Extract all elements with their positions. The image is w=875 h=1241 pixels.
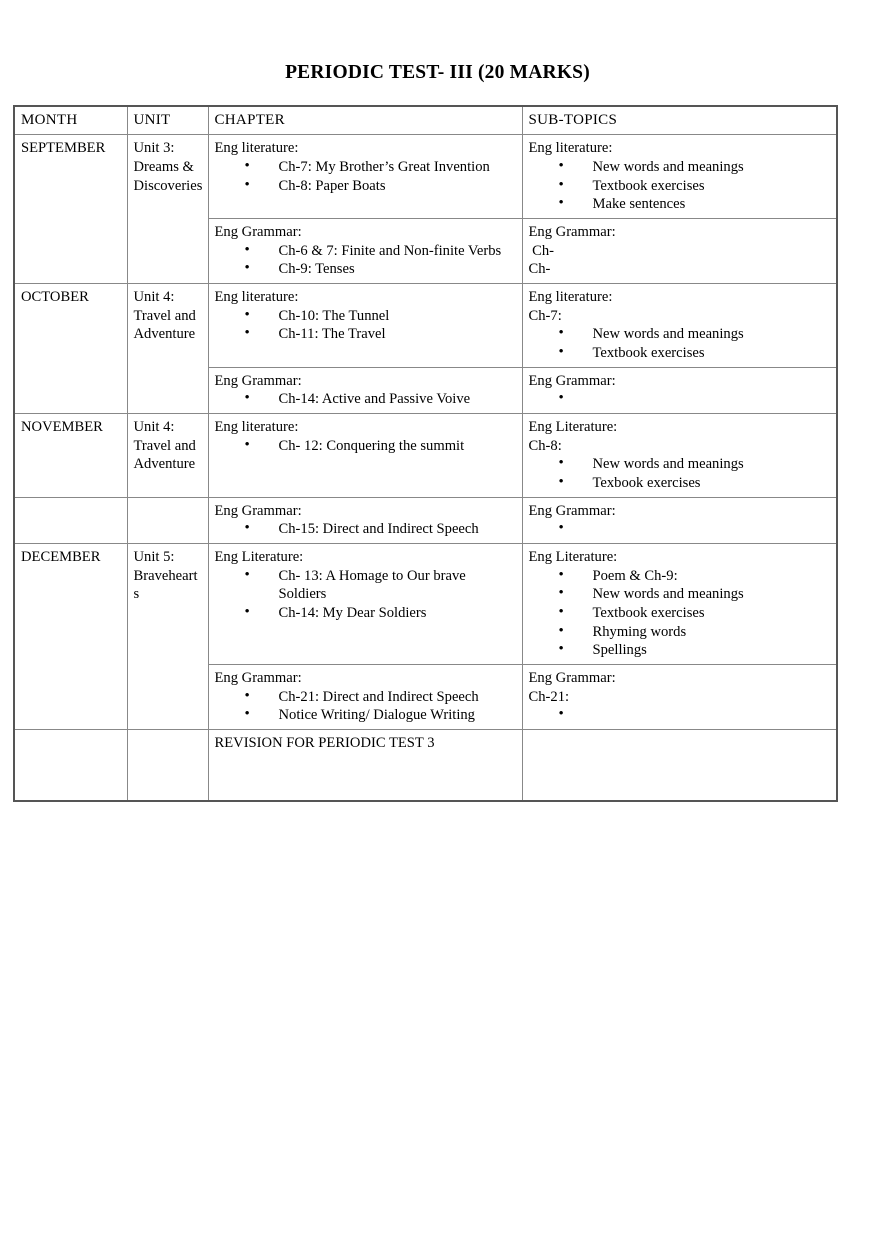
chapter-cell-november-grammar <box>208 497 522 543</box>
cell-heading: Eng Literature: <box>214 548 304 565</box>
chapter-cell-november-literature <box>208 413 522 497</box>
bullet-list <box>529 455 832 492</box>
chapter-cell-december-grammar <box>208 664 522 729</box>
list-item: • Ch-7: My Brother’s Great Invention <box>215 158 517 177</box>
plain-text-line: Ch-8: <box>528 437 562 454</box>
subtopics-cell-december-literature <box>522 543 837 664</box>
bullet-list <box>215 158 517 195</box>
cell-heading: Eng Grammar: <box>214 502 302 519</box>
list-item: • Textbook exercises <box>529 344 832 363</box>
bullet-list <box>215 307 517 344</box>
bullet-list <box>215 390 517 409</box>
plain-text-line: Ch-21: <box>528 688 570 705</box>
cell-heading: Eng Grammar: <box>214 372 302 389</box>
plain-text-line: Ch-7: <box>528 307 562 324</box>
plain-text-line: Ch- <box>528 242 555 259</box>
cell-heading: Eng Grammar: <box>214 223 302 240</box>
month-cell-november: NOVEMBER <box>14 413 127 497</box>
subtopics-cell-september-grammar <box>522 218 837 283</box>
chapter-cell-october-literature <box>208 283 522 367</box>
cell-heading: Eng Grammar: <box>528 372 616 389</box>
list-item <box>529 390 832 409</box>
bullet-list <box>215 520 517 539</box>
list-item: • Texbook exercises <box>529 474 832 493</box>
list-item: • Notice Writing/ Dialogue Writing <box>215 706 517 725</box>
list-item: • Textbook exercises <box>529 604 832 623</box>
chapter-cell-september-literature <box>208 135 522 219</box>
bullet-list <box>529 567 832 660</box>
subtopics-cell-december-grammar <box>522 664 837 729</box>
cell-heading: Eng Grammar: <box>528 669 616 686</box>
bullet-list <box>529 706 832 725</box>
chapter-cell-september-grammar <box>208 218 522 283</box>
cell-heading: Eng literature: <box>214 288 299 305</box>
unit-cell-december: Unit 5: Bravehearts <box>127 543 208 729</box>
list-item: • New words and meanings <box>529 585 832 604</box>
table-row <box>14 135 837 219</box>
column-header-unit: UNIT <box>127 106 208 135</box>
list-item: • Ch-14: Active and Passive Voive <box>215 390 517 409</box>
cell-heading: Eng Literature: <box>528 548 618 565</box>
bullet-list <box>215 688 517 725</box>
bullet-list <box>529 325 832 362</box>
unit-cell-november-grammar <box>127 497 208 543</box>
subtopics-cell-november-literature <box>522 413 837 497</box>
column-header-month: MONTH <box>14 106 127 135</box>
month-cell-september: SEPTEMBER <box>14 135 127 284</box>
list-item: • Spellings <box>529 641 832 660</box>
list-item <box>529 520 832 539</box>
list-item: • New words and meanings <box>529 158 832 177</box>
list-item: • Textbook exercises <box>529 177 832 196</box>
table-row <box>14 730 837 802</box>
bullet-list <box>529 390 832 409</box>
bullet-list <box>529 520 832 539</box>
list-item: • Make sentences <box>529 195 832 214</box>
page-title: PERIODIC TEST- III (20 MARKS) <box>285 62 590 83</box>
bullet-list <box>529 158 832 214</box>
column-header-chapter: CHAPTER <box>208 106 522 135</box>
list-item: • Ch- 12: Conquering the summit <box>215 437 517 456</box>
cell-heading: Eng literature: <box>214 418 299 435</box>
subtopics-cell-september-literature <box>522 135 837 219</box>
list-item <box>529 706 832 725</box>
cell-heading: Eng Literature: <box>528 418 618 435</box>
cell-heading: Eng Grammar: <box>214 669 302 686</box>
table-row <box>14 413 837 497</box>
unit-cell-revision <box>127 730 208 802</box>
chapter-cell-december-literature <box>208 543 522 664</box>
cell-heading: Eng literature: <box>214 140 299 157</box>
unit-cell-november: Unit 4: Travel and Adventure <box>127 413 208 497</box>
cell-heading: Eng Grammar: <box>528 502 616 519</box>
bullet-list <box>215 567 517 623</box>
list-item: • Rhyming words <box>529 623 832 642</box>
list-item: • Ch-15: Direct and Indirect Speech <box>215 520 517 539</box>
list-item: • Ch-14: My Dear Soldiers <box>215 604 517 623</box>
list-item: • Ch-21: Direct and Indirect Speech <box>215 688 517 707</box>
unit-cell-october: Unit 4: Travel and Adventure <box>127 283 208 413</box>
month-cell-december: DECEMBER <box>14 543 127 729</box>
table-row <box>14 543 837 664</box>
month-cell-revision <box>14 730 127 802</box>
unit-cell-september: Unit 3: Dreams & Discoveries <box>127 135 208 284</box>
column-header-subtopics: SUB-TOPICS <box>522 106 837 135</box>
month-cell-november-grammar <box>14 497 127 543</box>
list-item: • Poem & Ch-9: <box>529 567 832 586</box>
list-item: • Ch- 13: A Homage to Our brave Soldiers <box>215 567 517 604</box>
cell-heading: Eng literature: <box>528 140 613 157</box>
table-header-row <box>14 106 837 135</box>
subtopics-cell-october-grammar <box>522 367 837 413</box>
list-item: • New words and meanings <box>529 325 832 344</box>
month-cell-october: OCTOBER <box>14 283 127 413</box>
list-item: • Ch-6 & 7: Finite and Non-finite Verbs <box>215 242 517 261</box>
cell-heading: Eng literature: <box>528 288 613 305</box>
list-item: • Ch-8: Paper Boats <box>215 177 517 196</box>
list-item: • Ch-11: The Travel <box>215 325 517 344</box>
bullet-list <box>215 242 517 279</box>
table-row <box>14 497 837 543</box>
syllabus-table <box>13 105 838 802</box>
plain-text-line: Ch- <box>528 261 551 278</box>
chapter-cell-october-grammar <box>208 367 522 413</box>
cell-heading: Eng Grammar: <box>528 223 616 240</box>
list-item: • New words and meanings <box>529 455 832 474</box>
subtopics-cell-november-grammar <box>522 497 837 543</box>
chapter-cell-revision: REVISION FOR PERIODIC TEST 3 <box>208 730 522 802</box>
subtopics-cell-revision <box>522 730 837 802</box>
table-row <box>14 283 837 367</box>
bullet-list <box>215 437 517 456</box>
subtopics-cell-october-literature <box>522 283 837 367</box>
list-item: • Ch-10: The Tunnel <box>215 307 517 326</box>
list-item: • Ch-9: Tenses <box>215 260 517 279</box>
